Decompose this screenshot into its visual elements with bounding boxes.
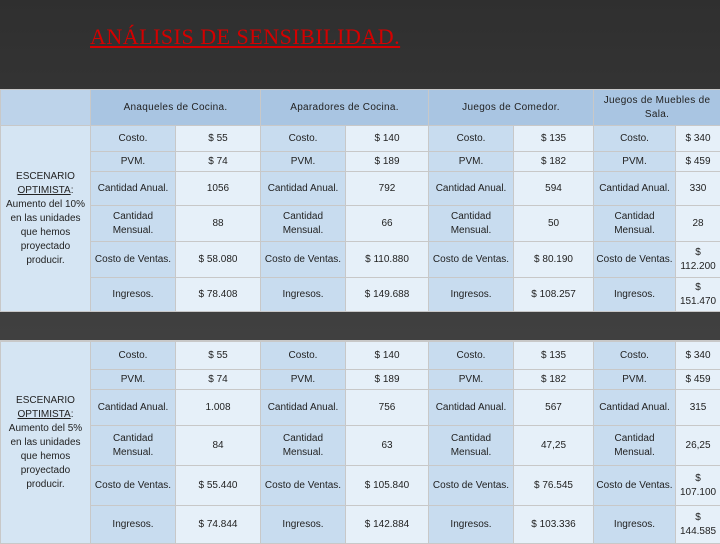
metric-label: Cantidad Mensual.: [91, 206, 176, 242]
metric-label: Costo.: [261, 126, 346, 152]
sensitivity-table-10pct: [0, 89, 720, 312]
metric-label: Cantidad Anual.: [429, 172, 514, 206]
scenario-label-rest: : Aumento del 5% en las unidades que hemos proyectado producir.: [9, 409, 82, 490]
metric-value: 28: [676, 206, 720, 242]
scenario-label-line1: ESCENARIO: [3, 394, 88, 408]
metric-label: Costo de Ventas.: [429, 242, 514, 278]
metric-value: $ 189: [346, 152, 429, 172]
metric-value: $ 182: [514, 370, 594, 390]
metric-value: $ 142.884: [346, 506, 429, 544]
metric-value: 315: [676, 390, 720, 426]
metric-label: Cantidad Mensual.: [261, 426, 346, 466]
metric-value: 792: [346, 172, 429, 206]
metric-value: 66: [346, 206, 429, 242]
metric-value: $ 78.408: [176, 278, 261, 312]
metric-value: $ 140: [346, 342, 429, 370]
product-header: Juegos de Muebles de Sala.: [594, 90, 720, 126]
metric-label: PVM.: [91, 152, 176, 172]
metric-value: $ 74: [176, 370, 261, 390]
page-title: ANÁLISIS DE SENSIBILIDAD.: [90, 24, 400, 50]
metric-value: $ 149.688: [346, 278, 429, 312]
metric-value: 1.008: [176, 390, 261, 426]
scenario-label-line1: ESCENARIO: [3, 170, 88, 184]
metric-label: Ingresos.: [594, 278, 676, 312]
metric-label: Cantidad Mensual.: [594, 206, 676, 242]
metric-value: 756: [346, 390, 429, 426]
metric-label: Cantidad Anual.: [261, 172, 346, 206]
metric-value: $ 144.585: [676, 506, 720, 544]
metric-value: 84: [176, 426, 261, 466]
product-header: Aparadores de Cocina.: [261, 90, 429, 126]
corner-cell: [1, 90, 91, 126]
metric-value: $ 182: [514, 152, 594, 172]
metric-label: PVM.: [429, 370, 514, 390]
metric-label: Costo de Ventas.: [594, 466, 676, 506]
metric-value: $ 55: [176, 126, 261, 152]
metric-label: PVM.: [91, 370, 176, 390]
metric-label: Cantidad Anual.: [429, 390, 514, 426]
metric-label: Cantidad Anual.: [594, 390, 676, 426]
metric-label: Costo.: [91, 126, 176, 152]
metric-value: $ 112.200: [676, 242, 720, 278]
product-header: Anaqueles de Cocina.: [91, 90, 261, 126]
metric-label: PVM.: [261, 152, 346, 172]
metric-value: $ 151.470: [676, 278, 720, 312]
metric-label: Cantidad Mensual.: [261, 206, 346, 242]
scenario-label-rest: : Aumento del 10% en las unidades que hemos proyectado producir.: [6, 185, 85, 266]
metric-label: PVM.: [261, 370, 346, 390]
metric-value: 330: [676, 172, 720, 206]
metric-label: Costo.: [429, 126, 514, 152]
metric-label: PVM.: [429, 152, 514, 172]
metric-value: $ 108.257: [514, 278, 594, 312]
metric-label: Costo de Ventas.: [594, 242, 676, 278]
metric-value: $ 140: [346, 126, 429, 152]
scenario-label-line2: OPTIMISTA: [18, 185, 71, 196]
metric-value: $ 103.336: [514, 506, 594, 544]
metric-label: Costo.: [594, 126, 676, 152]
metric-label: Costo de Ventas.: [429, 466, 514, 506]
metric-value: 63: [346, 426, 429, 466]
metric-label: Costo de Ventas.: [261, 466, 346, 506]
scenario-label: [1, 342, 91, 544]
metric-label: Ingresos.: [429, 506, 514, 544]
metric-value: $ 135: [514, 342, 594, 370]
metric-label: Ingresos.: [261, 278, 346, 312]
metric-label: Costo de Ventas.: [91, 242, 176, 278]
metric-value: $ 76.545: [514, 466, 594, 506]
metric-label: Costo.: [91, 342, 176, 370]
metric-value: 50: [514, 206, 594, 242]
metric-value: $ 340: [676, 126, 720, 152]
metric-value: 47,25: [514, 426, 594, 466]
metric-value: 567: [514, 390, 594, 426]
metric-label: Ingresos.: [261, 506, 346, 544]
metric-label: Cantidad Anual.: [91, 172, 176, 206]
metric-label: Cantidad Mensual.: [91, 426, 176, 466]
metric-label: Ingresos.: [594, 506, 676, 544]
sensitivity-table-5pct: [0, 340, 720, 544]
metric-value: $ 189: [346, 370, 429, 390]
metric-label: Cantidad Anual.: [261, 390, 346, 426]
metric-label: Costo de Ventas.: [91, 466, 176, 506]
metric-label: Costo de Ventas.: [261, 242, 346, 278]
scenario-label: [1, 126, 91, 312]
metric-value: $ 55.440: [176, 466, 261, 506]
metric-value: $ 110.880: [346, 242, 429, 278]
metric-label: Cantidad Mensual.: [429, 426, 514, 466]
metric-value: $ 74.844: [176, 506, 261, 544]
metric-value: $ 459: [676, 370, 720, 390]
metric-value: 88: [176, 206, 261, 242]
product-header: Juegos de Comedor.: [429, 90, 594, 126]
metric-label: Ingresos.: [91, 506, 176, 544]
metric-value: 1056: [176, 172, 261, 206]
metric-value: $ 74: [176, 152, 261, 172]
metric-value: $ 107.100: [676, 466, 720, 506]
metric-label: Ingresos.: [429, 278, 514, 312]
metric-value: 26,25: [676, 426, 720, 466]
metric-value: $ 55: [176, 342, 261, 370]
metric-label: Cantidad Mensual.: [429, 206, 514, 242]
metric-label: Ingresos.: [91, 278, 176, 312]
metric-value: 594: [514, 172, 594, 206]
metric-value: $ 340: [676, 342, 720, 370]
scenario-label-line2: OPTIMISTA: [18, 409, 71, 420]
metric-label: Costo.: [261, 342, 346, 370]
metric-label: Cantidad Mensual.: [594, 426, 676, 466]
metric-label: Costo.: [594, 342, 676, 370]
metric-label: Costo.: [429, 342, 514, 370]
metric-label: Cantidad Anual.: [91, 390, 176, 426]
metric-value: $ 80.190: [514, 242, 594, 278]
metric-value: $ 459: [676, 152, 720, 172]
metric-label: PVM.: [594, 370, 676, 390]
metric-label: PVM.: [594, 152, 676, 172]
metric-value: $ 58.080: [176, 242, 261, 278]
metric-label: Cantidad Anual.: [594, 172, 676, 206]
metric-value: $ 105.840: [346, 466, 429, 506]
metric-value: $ 135: [514, 126, 594, 152]
